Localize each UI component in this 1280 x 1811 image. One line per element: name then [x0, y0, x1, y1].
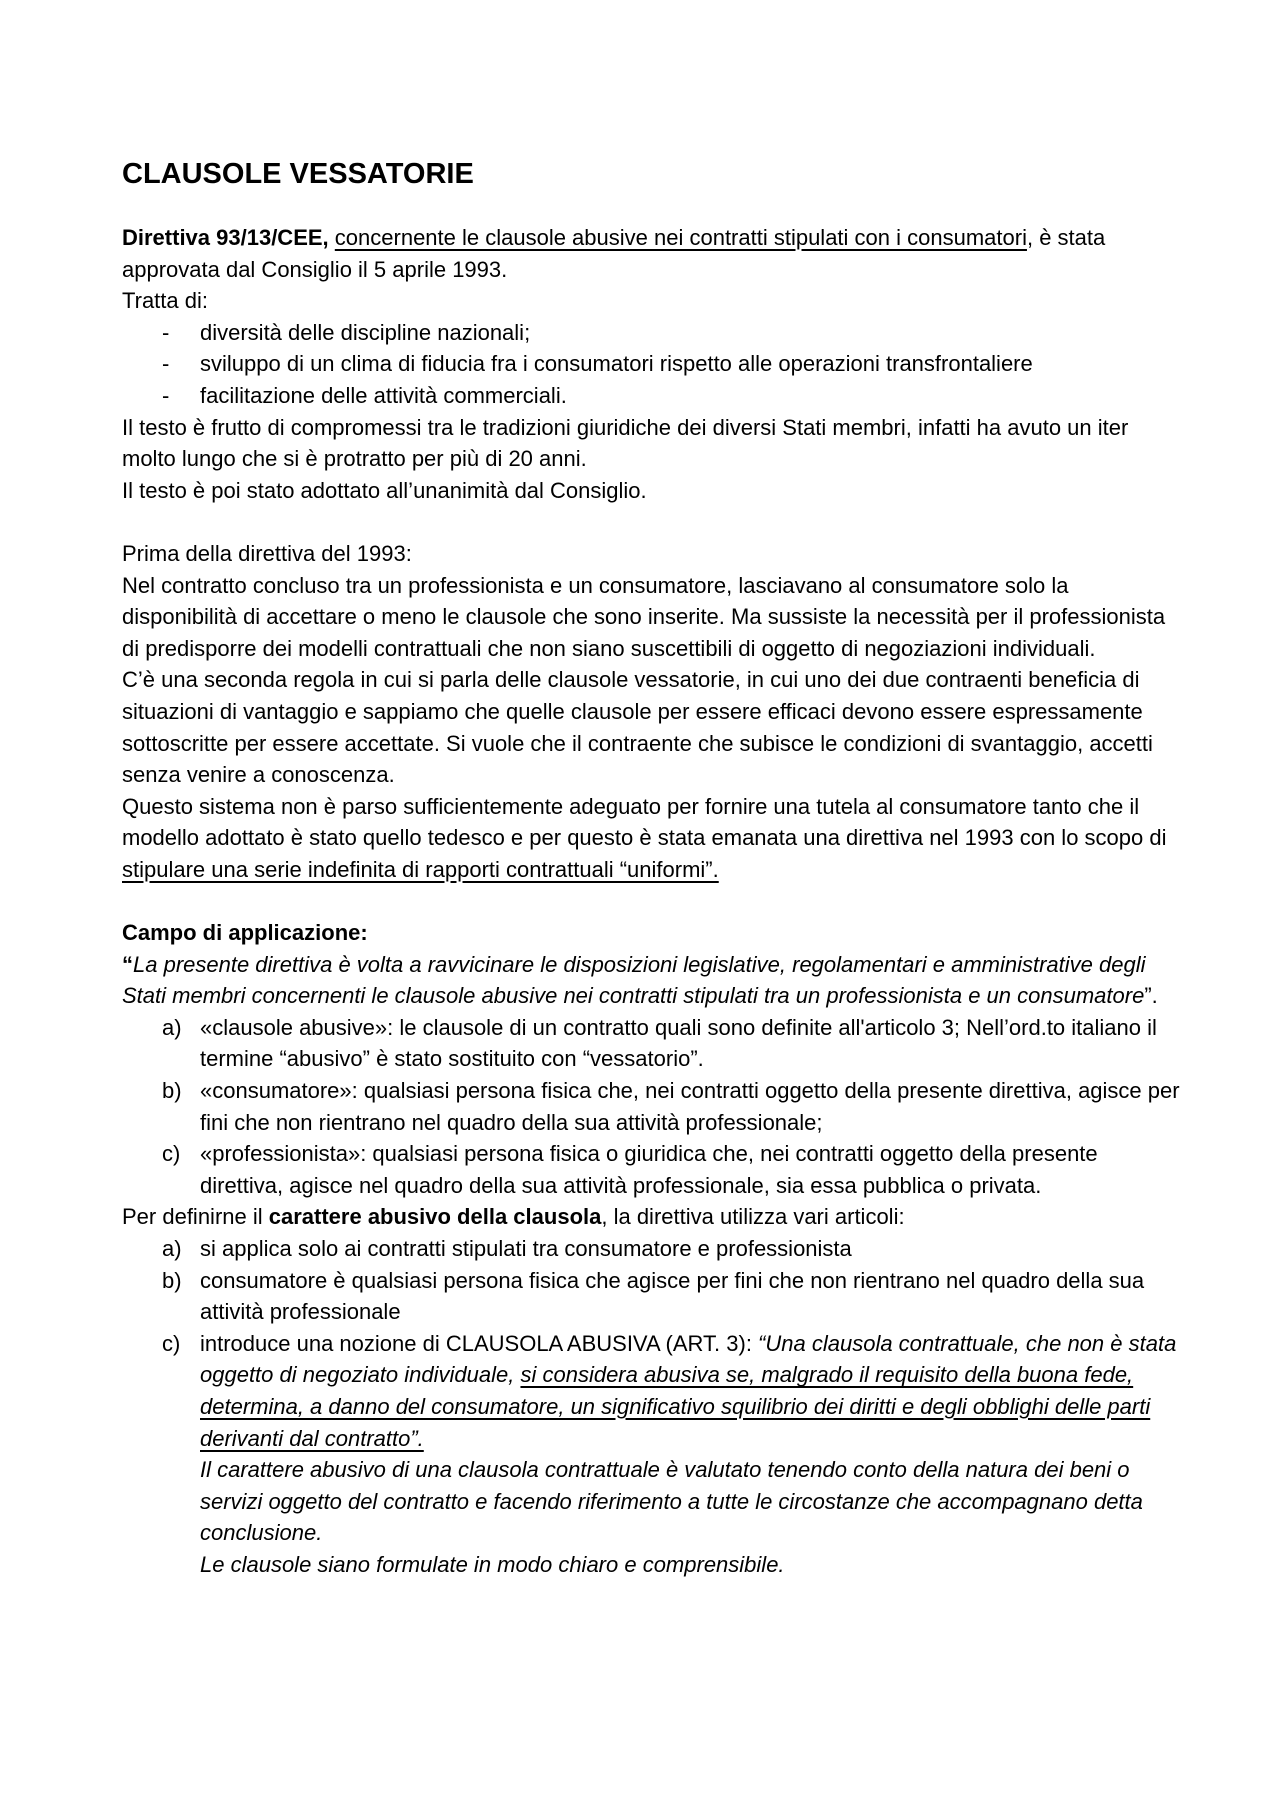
intro-paragraph — [122, 222, 1180, 285]
list-item: b) «consumatore»: qualsiasi persona fisica che, nei contratti oggetto della presente direttiva, agisce per fini che non rientrano nel quadro della sua attività professionale; — [162, 1078, 1180, 1135]
uniform-contracts-underline: stipulare una serie indefinita di rapporti contrattuali “uniformi”. — [122, 856, 719, 882]
list-item: c) introduce una nozione di CLAUSOLA ABUSIVA (ART. 3): “Una clausola contrattuale, che non è stata oggetto di negoziato individuale, si considera abusiva se, malgrado il requisito della buona fede, determina, a danno del consumatore, un significativo squilibrio dei diritti e degli obblighi delle parti derivanti dal contratto”. Il carattere abusivo di una clausola contrattuale è valutato tenendo conto della natura dei beni o servizi oggetto del contratto e facendo riferimento a tutte le circostanze che accompagnano detta conclusione. Le clausole siano formulate in modo chiaro e comprensibile. — [162, 1330, 1177, 1577]
spacer — [122, 506, 1180, 538]
before-heading: Prima della direttiva del 1993: — [122, 540, 412, 566]
list-item: c) «professionista»: qualsiasi persona fisica o giuridica che, nei contratti oggetto della presente direttiva, agisce nel quadro della sua attività professionale, sia essa pubblica o privata. — [162, 1141, 1098, 1198]
list-item: a) si applica solo ai contratti stipulati tra consumatore e professionista — [162, 1236, 852, 1261]
directive-label: Direttiva 93/13/CEE, — [122, 225, 329, 250]
list-item: a) «clausole abusive»: le clausole di un contratto quali sono definite all'articolo 3; Nell’ord.to italiano il termine “abusivo” è stato sostituito con “vessatorio”. — [162, 1014, 1157, 1072]
dash-marker: - — [162, 319, 170, 345]
spacer — [122, 885, 1180, 917]
directive-approval: , è stata approvata dal Consiglio il 5 aprile 1993. — [122, 225, 1106, 282]
list-item: - sviluppo di un clima di fiducia fra i consumatori rispetto alle operazioni transfrontaliere — [122, 348, 1180, 380]
directive-subject: concernente le clausole abusive nei contratti stipulati con i consumatori — [334, 225, 1027, 250]
before-paragraph-3: Questo sistema non è parso sufficientemente adeguato per fornire una tutela al consumatore tanto che il modello adottato è stato quello tedesco e per questo è stata emanata una direttiva nel 1993 con lo scopo di stipulare una serie indefinita di rapporti contrattuali “uniformi”. — [122, 793, 1167, 882]
abusive-intro: Per definirne il carattere abusivo della clausola, la direttiva utilizza vari articoli: — [122, 1204, 905, 1230]
tratta-label: Tratta di: — [122, 288, 208, 314]
document-title: CLAUSOLE VESSATORIE — [122, 158, 474, 190]
abusive-list — [122, 1233, 1180, 1581]
intro-bullet-list — [122, 317, 1180, 412]
dash-marker: - — [162, 351, 170, 377]
intro-text-1: Il testo è frutto di compromessi tra le tradizioni giuridiche dei diversi Stati membri, infatti ha avuto un iter molto lungo che si è protratto per più di 20 anni. — [122, 414, 1129, 472]
before-paragraph-2: C’è una seconda regola in cui si parla delle clausole vessatorie, in cui uno dei due contraenti beneficia di situazioni di vantaggio e sappiamo che quelle clausole per essere efficaci devono essere espressamente sottoscritte per essere accettate. Si vuole che il contraente che subisce le condizioni di svantaggio, accetti senza venire a conoscenza. — [122, 667, 1153, 788]
definitions-list — [122, 1012, 1180, 1202]
list-item: b) consumatore è qualsiasi persona fisica che agisce per fini che non rientrano nel quadro della sua attività professionale — [162, 1267, 1145, 1325]
before-paragraph-1: Nel contratto concluso tra un professionista e un consumatore, lasciavano al consumatore solo la disponibilità di accettare o meno le clausole che sono inserite. Ma sussiste la necessità per il professionista di predisporre dei modelli contrattuali che non siano suscettibili di oggetto di negoziazioni individuali. — [122, 572, 1166, 661]
list-item: - diversità delle discipline nazionali; — [122, 317, 1180, 349]
scope-heading: Campo di applicazione: — [122, 920, 368, 946]
art3-underlined-quote: si considera abusiva se, malgrado il requisito della buona fede, determina, a danno del consumatore, un significativo squilibrio dei diritti e degli obblighi delle parti derivanti dal contratto”. — [200, 1362, 1151, 1451]
dash-marker: - — [162, 382, 170, 408]
intro-text-2: Il testo è poi stato adottato all’unanimità dal Consiglio. — [122, 477, 647, 503]
scope-quote: “La presente direttiva è volta a ravvicinare le disposizioni legislative, regolamentari e amministrative degli Stati membri concernenti le clausole abusive nei contratti stipulati tra un professionista e un consumatore”. — [122, 951, 1158, 1009]
list-item: - facilitazione delle attività commerciali. — [122, 380, 1180, 412]
